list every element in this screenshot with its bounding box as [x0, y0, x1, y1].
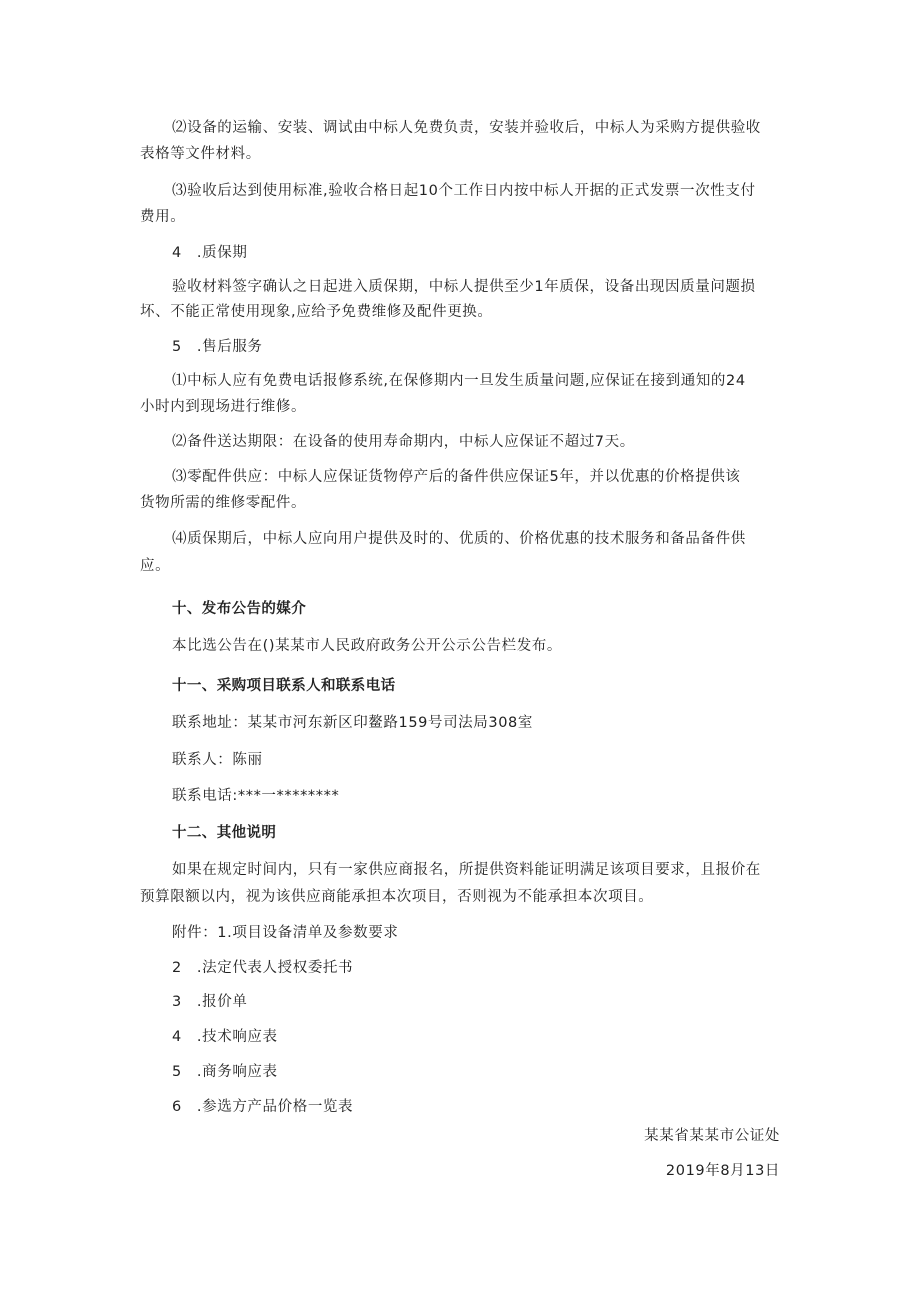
section10-text: 本比选公告在()某某市人民政府政务公开公示公告栏发布。 — [172, 638, 563, 654]
section12-heading: 十二、其他说明 — [172, 825, 277, 841]
after-sales-item1-line2: 小时内到现场进行维修。 — [140, 399, 307, 415]
attachment-item: 5 .商务响应表 — [172, 1064, 278, 1080]
attachment-item: 4 .技术响应表 — [172, 1029, 278, 1045]
after-sales-heading: 5 .售后服务 — [172, 339, 263, 355]
after-sales-item3-line2: 货物所需的维修零配件。 — [140, 495, 307, 511]
delivery-item2-line1: ⑵设备的运输、安装、调试由中标人免费负责，安装并验收后，中标人为采购方提供验收 — [172, 120, 761, 136]
delivery-item2-line2: 表格等文件材料。 — [140, 146, 261, 162]
section11-heading: 十一、采购项目联系人和联系电话 — [172, 678, 396, 694]
attachment-item: 2 .法定代表人授权委托书 — [172, 960, 354, 976]
signature-org: 某某省某某市公证处 — [644, 1128, 780, 1144]
after-sales-item3-line1: ⑶零配件供应：中标人应保证货物停产后的备件供应保证5年，并以优惠的价格提供该 — [172, 469, 741, 485]
contact-person: 联系人：陈丽 — [172, 752, 263, 768]
after-sales-item2: ⑵备件送达期限：在设备的使用寿命期内，中标人应保证不超过7天。 — [172, 434, 635, 450]
attachment-item: 6 .参选方产品价格一览表 — [172, 1099, 354, 1115]
warranty-heading: 4 .质保期 — [172, 245, 248, 261]
after-sales-item4-line2: 应。 — [140, 558, 171, 574]
after-sales-item1-line1: ⑴中标人应有免费电话报修系统,在保修期内一旦发生质量问题,应保证在接到通知的24 — [172, 373, 746, 389]
warranty-para-line2: 坏、不能正常使用现象,应给予免费维修及配件更换。 — [140, 304, 493, 320]
warranty-para-line1: 验收材料签字确认之日起进入质保期，中标人提供至少1年质保，设备出现因质量问题损 — [172, 279, 756, 295]
section12-para-line2: 预算限额以内，视为该供应商能承担本次项目，否则视为不能承担本次项目。 — [140, 889, 654, 905]
contact-phone: 联系电话:***一******** — [172, 788, 340, 804]
after-sales-item4-line1: ⑷质保期后，中标人应向用户提供及时的、优质的、价格优惠的技术服务和备品备件供 — [172, 531, 746, 547]
delivery-item3-line2: 费用。 — [140, 209, 186, 225]
signature-date: 2019年8月13日 — [665, 1163, 780, 1179]
delivery-item3-line1: ⑶验收后达到使用标准,验收合格日起10个工作日内按中标人开据的正式发票一次性支付 — [172, 183, 756, 199]
contact-address: 联系地址：某某市河东新区印鳌路159号司法局308室 — [172, 715, 533, 731]
section12-para-line1: 如果在规定时间内，只有一家供应商报名，所提供资料能证明满足该项目要求，且报价在 — [172, 862, 761, 878]
section10-heading: 十、发布公告的媒介 — [172, 601, 307, 617]
attachment-item: 附件：1.项目设备清单及参数要求 — [172, 925, 399, 941]
attachment-item: 3 .报价单 — [172, 994, 248, 1010]
